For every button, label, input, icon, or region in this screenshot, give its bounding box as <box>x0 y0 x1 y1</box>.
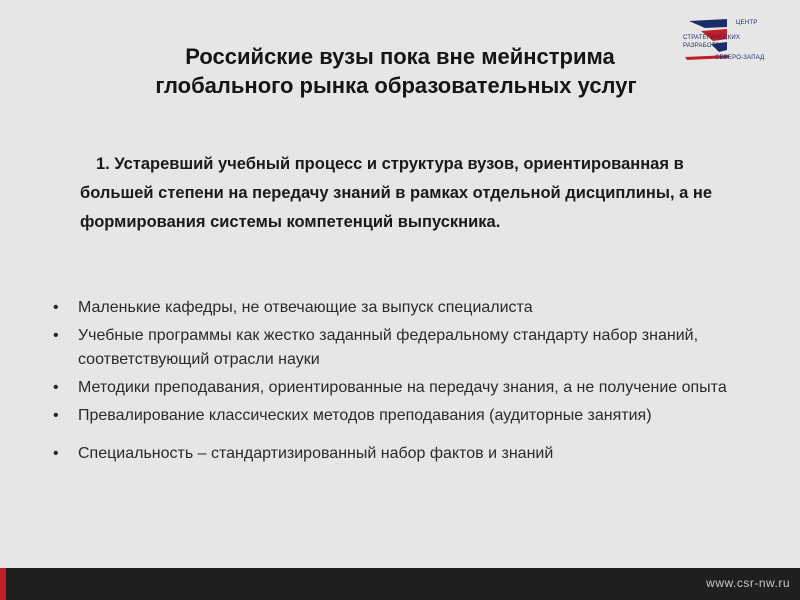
bullet-text: Превалирование классических методов преподавания (аудиторные занятия) <box>78 407 652 424</box>
bullet-dot-icon: • <box>53 445 59 462</box>
bullet-text: Учебные программы как жестко заданный федеральному стандарту набор знаний, соответствующий отрасли науки <box>78 327 699 368</box>
bullet-dot-icon: • <box>53 407 59 424</box>
list-item <box>52 376 742 400</box>
list-item <box>52 404 742 428</box>
slide-title-line1: Российские вузы пока вне мейнстрима <box>185 44 615 69</box>
logo-text-line2: СТРАТЕГИЧЕСКИХ <box>683 35 741 41</box>
logo-text-line4: СЕВЕРО-ЗАПАД <box>715 55 765 61</box>
footer-url[interactable]: www.csr-nw.ru <box>706 576 790 590</box>
logo-text-line3: РАЗРАБОТОК <box>683 43 724 49</box>
slide-title <box>0 42 800 100</box>
list-item <box>52 324 742 372</box>
footer-bar <box>0 568 800 600</box>
bullet-dot-icon: • <box>53 379 59 396</box>
slide-title-line2: глобального рынка образовательных услуг <box>155 73 637 98</box>
bullet-text: Маленькие кафедры, не отвечающие за выпуск специалиста <box>78 299 533 316</box>
lead-text: 1. Устаревший учебный процесс и структура вузов, ориентированная в большей степени на передачу знаний в рамках отдельной дисциплины, а не формирования системы компетенций выпускника. <box>80 155 713 231</box>
bullet-list <box>52 296 742 470</box>
list-item <box>52 442 742 466</box>
list-item <box>52 296 742 320</box>
bullet-text: Методики преподавания, ориентированные на передачу знания, а не получение опыта <box>78 379 727 396</box>
bullet-text: Специальность – стандартизированный набор фактов и знаний <box>78 445 554 462</box>
logo-text-line1: ЦЕНТР <box>736 20 758 26</box>
footer-accent <box>0 568 6 600</box>
bullet-dot-icon: • <box>53 327 59 344</box>
bullet-dot-icon: • <box>53 299 59 316</box>
lead-paragraph <box>80 150 760 237</box>
